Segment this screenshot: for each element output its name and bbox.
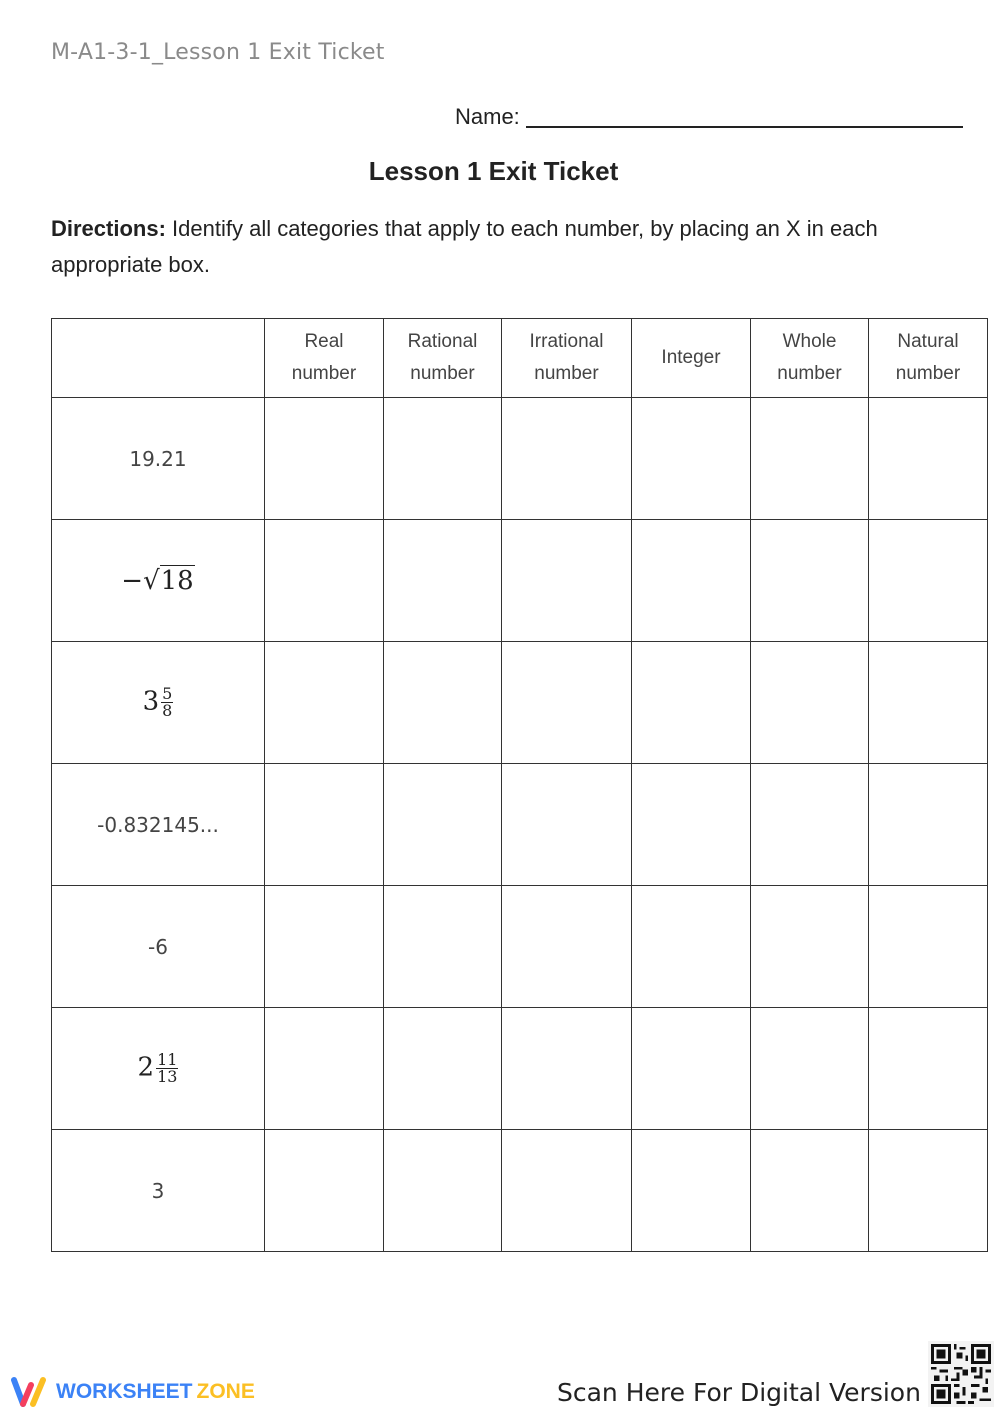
table-row xyxy=(52,642,988,764)
checkbox-cell[interactable] xyxy=(384,398,502,520)
checkbox-cell[interactable] xyxy=(502,1008,632,1130)
checkbox-cell[interactable] xyxy=(751,520,869,642)
checkbox-cell[interactable] xyxy=(384,764,502,886)
checkbox-cell[interactable] xyxy=(502,520,632,642)
checkbox-cell[interactable] xyxy=(869,1008,988,1130)
checkbox-cell[interactable] xyxy=(384,886,502,1008)
table-row xyxy=(52,1130,988,1252)
checkbox-cell[interactable] xyxy=(265,520,384,642)
checkbox-cell[interactable] xyxy=(265,642,384,764)
checkbox-cell[interactable] xyxy=(751,642,869,764)
table-row xyxy=(52,1008,988,1130)
checkbox-cell[interactable] xyxy=(751,398,869,520)
logo-text-worksheet: WORKSHEET xyxy=(56,1380,193,1403)
directions xyxy=(51,211,971,283)
checkbox-cell[interactable] xyxy=(265,1130,384,1252)
header-rational-number: Rational number xyxy=(384,319,502,398)
header-irrational-number: Irrational number xyxy=(502,319,632,398)
checkbox-cell[interactable] xyxy=(632,520,751,642)
table-row xyxy=(52,520,988,642)
header-real-number: Real number xyxy=(265,319,384,398)
checkbox-cell[interactable] xyxy=(384,642,502,764)
checkbox-cell[interactable] xyxy=(869,520,988,642)
name-field xyxy=(455,104,963,130)
checkbox-cell[interactable] xyxy=(265,764,384,886)
checkbox-cell[interactable] xyxy=(751,764,869,886)
table-row xyxy=(52,886,988,1008)
number-cell: 3 $\frac{5}{8}$ xyxy=(52,642,265,764)
checkbox-cell[interactable] xyxy=(265,886,384,1008)
table-row xyxy=(52,398,988,520)
page-title: Lesson 1 Exit Ticket xyxy=(368,156,619,186)
name-blank-line[interactable] xyxy=(526,126,963,128)
header-integer: Integer xyxy=(632,319,751,398)
table-row xyxy=(52,764,988,886)
name-label: Name: xyxy=(455,104,520,129)
checkbox-cell[interactable] xyxy=(869,398,988,520)
checkbox-cell[interactable] xyxy=(384,520,502,642)
checkbox-cell[interactable] xyxy=(502,886,632,1008)
number-cell: 19.21 xyxy=(52,398,265,520)
checkbox-cell[interactable] xyxy=(265,1008,384,1130)
checkbox-cell[interactable] xyxy=(869,886,988,1008)
checkbox-cell[interactable] xyxy=(632,1008,751,1130)
checkbox-cell[interactable] xyxy=(502,764,632,886)
number-cell: -0.832145... xyxy=(52,764,265,886)
checkbox-cell[interactable] xyxy=(502,642,632,764)
number-cell: 3 xyxy=(52,1130,265,1252)
number-cell: 2 $\frac{11}{13}$ xyxy=(52,1008,265,1130)
scan-instruction: Scan Here For Digital Version xyxy=(557,1378,921,1407)
checkbox-cell[interactable] xyxy=(869,1130,988,1252)
checkbox-cell[interactable] xyxy=(502,398,632,520)
worksheetzone-w-icon xyxy=(10,1375,52,1409)
checkbox-cell[interactable] xyxy=(632,398,751,520)
header-whole-number: Whole number xyxy=(751,319,869,398)
worksheetzone-logo[interactable] xyxy=(10,1375,255,1409)
logo-text-zone: ZONE xyxy=(196,1380,255,1403)
classification-table xyxy=(51,318,988,1252)
directions-label: Directions: xyxy=(51,216,166,241)
checkbox-cell[interactable] xyxy=(751,886,869,1008)
checkbox-cell[interactable] xyxy=(265,398,384,520)
header-natural-number: Natural number xyxy=(869,319,988,398)
checkbox-cell[interactable] xyxy=(632,886,751,1008)
number-cell: -6 xyxy=(52,886,265,1008)
checkbox-cell[interactable] xyxy=(632,642,751,764)
checkbox-cell[interactable] xyxy=(869,642,988,764)
checkbox-cell[interactable] xyxy=(384,1130,502,1252)
checkbox-cell[interactable] xyxy=(632,1130,751,1252)
checkbox-cell[interactable] xyxy=(502,1130,632,1252)
number-cell: −√18 xyxy=(52,520,265,642)
qr-code-icon[interactable] xyxy=(928,1341,994,1407)
checkbox-cell[interactable] xyxy=(869,764,988,886)
checkbox-cell[interactable] xyxy=(384,1008,502,1130)
checkbox-cell[interactable] xyxy=(751,1130,869,1252)
document-id: M-A1-3-1_Lesson 1 Exit Ticket xyxy=(51,40,385,65)
checkbox-cell[interactable] xyxy=(751,1008,869,1130)
checkbox-cell[interactable] xyxy=(632,764,751,886)
directions-text: Identify all categories that apply to each number, by placing an X in each appropriate box. xyxy=(51,216,878,277)
table-header-row xyxy=(52,319,988,398)
header-corner-cell xyxy=(52,319,265,398)
